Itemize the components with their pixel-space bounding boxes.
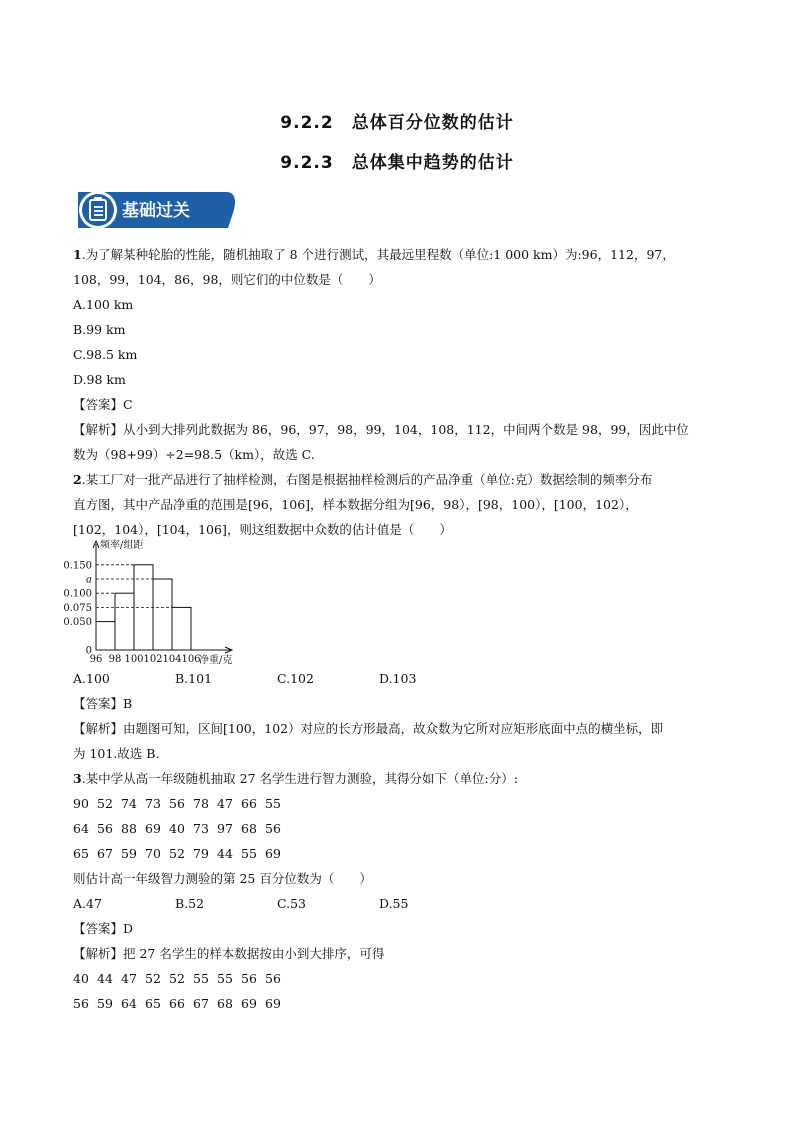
q1-option-a: A.100 km [73,297,134,312]
data-cell: 69 [145,821,161,836]
data-cell: 44 [217,846,233,861]
section-banner [76,188,236,232]
q2-option-d: D.103 [379,671,417,686]
q2-stem-line2: 直方图，其中产品净重的范围是[96，106]，样本数据分组为[96，98），[98，100），[100，102）， [73,497,638,512]
data-cell: 79 [193,846,209,861]
data-cell: 68 [241,821,257,836]
data-cell: 55 [265,796,281,811]
q3-sorted-row-1 [73,971,289,987]
sorted-cell: 55 [193,971,209,986]
data-cell: 40 [169,821,185,836]
sorted-cell: 67 [193,996,209,1011]
q3-option-b: B.52 [175,896,205,911]
data-cell: 59 [121,846,137,861]
data-cell: 88 [121,821,137,836]
x-tick-label: 106 [181,654,201,665]
q2-option-a: A.100 [73,671,110,686]
data-cell: 70 [145,846,161,861]
sorted-cell: 40 [73,971,89,986]
x-tick-label: 102 [143,654,163,665]
y-tick-label: 0.150 [63,560,92,572]
q2-number: 2 [73,472,82,487]
q2-answer: 【答案】B [73,696,133,711]
data-cell: 56 [97,821,113,836]
q3-data-row-1 [73,796,289,812]
q1-analysis-line2: 数为（98+99）÷2=98.5（km），故选 C. [73,447,315,462]
q1-option-c: C.98.5 km [73,347,138,362]
y-tick-label: 0.050 [63,617,92,629]
q3-option-a: A.47 [73,896,102,911]
sorted-cell: 56 [241,971,257,986]
q2-options-row [73,671,416,687]
x-tick-label: 98 [108,654,122,665]
data-cell: 52 [169,846,185,861]
y-tick-label: 0.100 [63,588,92,600]
sorted-cell: 59 [97,996,113,1011]
q1-stem-text1: .为了解某种轮胎的性能，随机抽取了 8 个进行测试，其最远里程数（单位:1 000 km）为:96，112，97， [81,247,675,262]
q1-stem-line1 [73,247,675,263]
sorted-cell: 52 [145,971,161,986]
sorted-cell: 44 [97,971,113,986]
x-tick-label: 100 [124,654,144,665]
q3-option-d: D.55 [379,896,409,911]
q3-sorted-row-2 [73,996,289,1012]
data-cell: 47 [217,796,233,811]
data-cell: 56 [169,796,185,811]
frequency-histogram [58,538,258,668]
histogram-bar [172,607,191,650]
data-cell: 52 [97,796,113,811]
sorted-cell: 68 [217,996,233,1011]
y-tick-label: a [86,574,92,586]
data-cell: 90 [73,796,89,811]
sorted-cell: 65 [145,996,161,1011]
y-tick-label: 0 [85,645,92,657]
sorted-cell: 56 [73,996,89,1011]
data-cell: 56 [265,821,281,836]
data-cell: 65 [73,846,89,861]
y-axis-label: 频率/组距 [100,540,144,551]
q2-stem-line3: [102，104），[104，106]，则这组数据中众数的估计值是（ ） [73,522,452,537]
sorted-cell: 69 [265,996,281,1011]
sorted-cell: 55 [217,971,233,986]
data-cell: 78 [193,796,209,811]
x-axis-label: 净重/克 [199,655,233,666]
sorted-cell: 69 [241,996,257,1011]
data-cell: 64 [73,821,89,836]
data-cell: 69 [265,846,281,861]
q2-option-b: B.101 [175,671,213,686]
title-9-2-2: 9.2.2 总体百分位数的估计 [280,113,514,133]
x-tick-label: 104 [162,654,182,665]
histogram-bar [96,622,115,650]
data-cell: 55 [241,846,257,861]
histogram-bar [115,593,134,650]
sorted-cell: 47 [121,971,137,986]
title-9-2-3: 9.2.3 总体集中趋势的估计 [280,153,514,173]
q3-question: 则估计高一年级智力测验的第 25 百分位数为（ ） [73,871,372,886]
q2-option-c: C.102 [277,671,314,686]
q3-options-row [73,896,408,912]
q1-option-b: B.99 km [73,322,126,337]
sorted-cell: 66 [169,996,185,1011]
q2-analysis-line1: 【解析】由题图可知，区间[100，102）对应的长方形最高，故众数为它所对应矩形底面中点的横坐标，即 [73,721,664,736]
q1-option-d: D.98 km [73,372,126,387]
q2-analysis-line2: 为 101.故选 B. [73,746,160,761]
q2-stem-line1 [73,472,652,488]
sorted-cell: 64 [121,996,137,1011]
sorted-cell: 52 [169,971,185,986]
y-tick-label: 0.075 [63,602,92,614]
sorted-cell: 56 [265,971,281,986]
q3-stem [73,771,518,787]
data-cell: 74 [121,796,137,811]
q1-answer: 【答案】C [73,397,133,412]
data-cell: 67 [97,846,113,861]
q1-stem-line2: 108，99，104，86，98，则它们的中位数是（ ） [73,272,381,287]
q1-analysis-line1: 【解析】从小到大排列此数据为 86，96，97，98，99，104，108，112，中间两个数是 98，99，因此中位 [73,422,689,437]
data-cell: 73 [193,821,209,836]
q3-analysis: 【解析】把 27 名学生的样本数据按由小到大排序，可得 [73,946,385,961]
q3-answer: 【答案】D [73,921,134,936]
q3-option-c: C.53 [277,896,306,911]
data-cell: 73 [145,796,161,811]
q1-number: 1 [73,247,82,262]
section-label: 基础过关 [122,201,190,221]
data-cell: 97 [217,821,233,836]
x-tick-label: 96 [89,654,103,665]
q3-number: 3 [73,771,82,786]
histogram-bar [153,579,172,650]
q3-data-row-2 [73,821,289,837]
q3-stem-text: .某中学从高一年级随机抽取 27 名学生进行智力测验，其得分如下（单位:分）: [81,771,518,786]
data-cell: 66 [241,796,257,811]
q3-data-row-3 [73,846,289,862]
q2-stem-text1: .某工厂对一批产品进行了抽样检测，右图是根据抽样检测后的产品净重（单位:克）数据绘制的频率分布 [81,472,653,487]
